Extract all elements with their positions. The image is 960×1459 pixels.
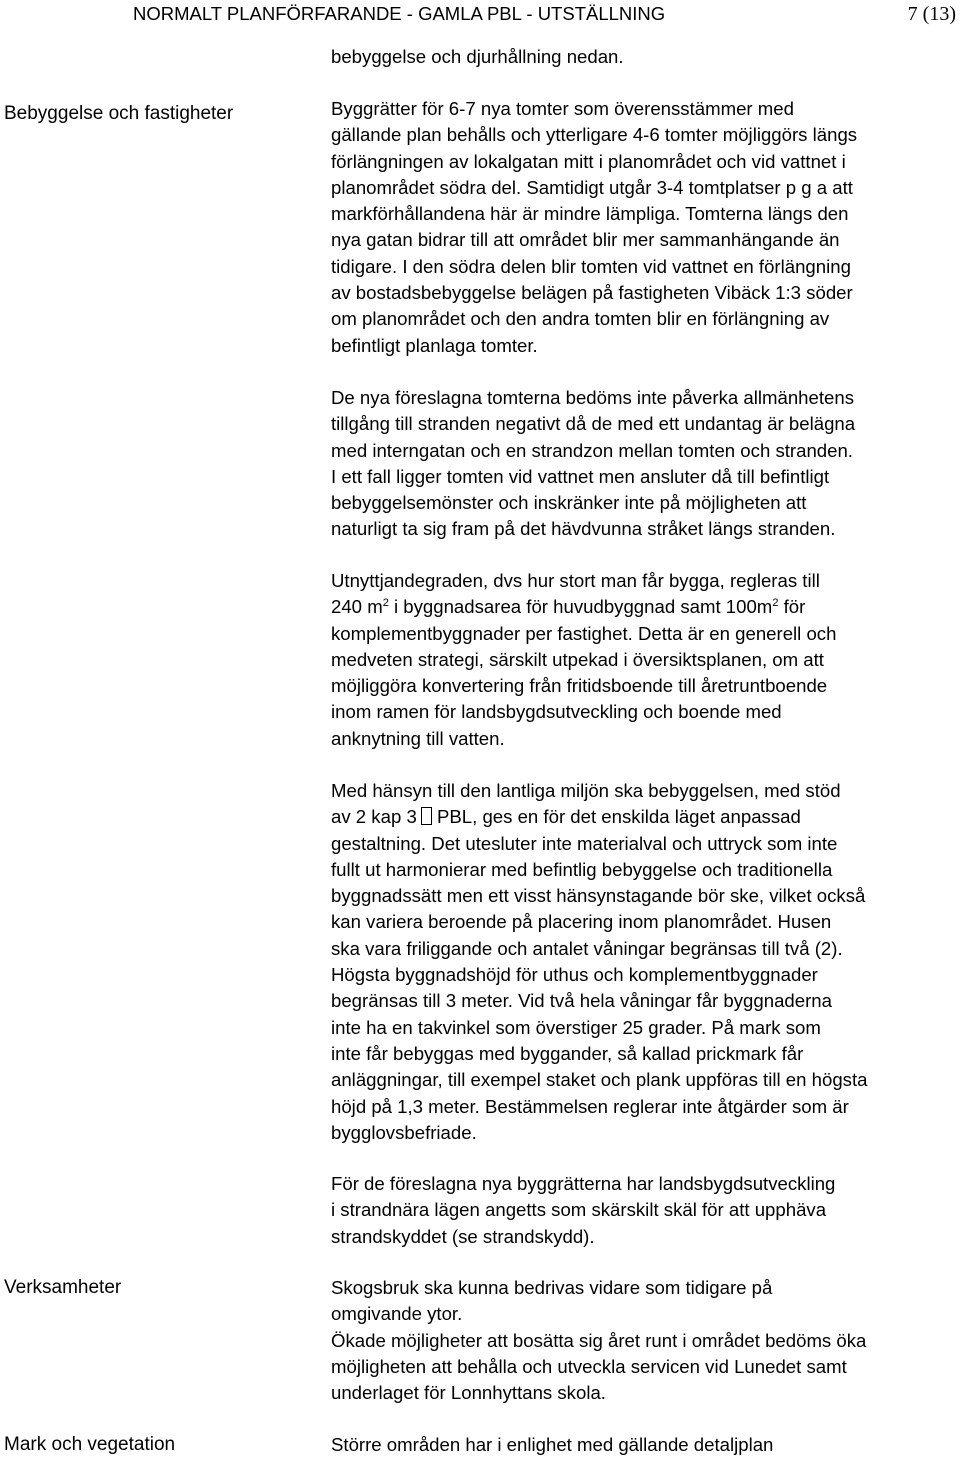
text-line: 240 $m^2$ i byggnadsarea för huvudbyggnad samt $100m^2$ för [331,596,806,618]
text-line: Ökade möjligheter att bosätta sig året runt i området bedöms öka [331,1329,867,1351]
paragraph-byggratter [331,96,959,359]
text-line: Utnyttjandegraden, dvs hur stort man får bygga, regleras till [331,570,820,591]
text-line: fullt ut harmonierar med befintlig bebyggelse och traditionella [331,858,833,880]
text-line: planområdet södra del. Samtidigt utgår 3-4 tomtplatser p g a att [331,176,853,198]
text-line: omgivande ytor. [331,1303,463,1325]
text-line: anläggningar, till exempel staket och plank uppföras till en högsta [331,1069,868,1091]
empty-glyph-box [421,807,432,825]
text-line: av bostadsbebyggelse belägen på fastigheten Vibäck 1:3 söder [331,282,853,304]
text-line: I ett fall ligger tomten vid vattnet men ansluter då till befintligt [331,465,830,487]
paragraph-utnyttjandegrad [331,568,959,752]
text-line: tillgång till stranden negativt då de med ett undantag är belägna [331,413,856,435]
section-label-bebyggelse: Bebyggelse och fastigheter [4,103,234,124]
text-line: befintligt planlaga tomter. [331,334,538,356]
text-line: gällande plan behålls och ytterligare 4-6 tomter möjliggörs längs [331,124,858,146]
text-line: ska vara friliggande och antalet våningar begränsas till två (2). [331,937,843,959]
text-line: Med hänsyn till den lantliga miljön ska bebyggelsen, med stöd [331,780,841,801]
text-line: Skogsbruk ska kunna bedrivas vidare som tidigare på [331,1277,773,1298]
text-line: För de föreslagna nya byggrätterna har landsbygdsutveckling [331,1173,836,1194]
text-line: tidigare. I den södra delen blir tomten vid vattnet en förlängning [331,255,851,277]
text-line: Högsta byggnadshöjd för uthus och komplementbyggnader [331,964,818,986]
text-line: Större områden har i enlighet med gällande detaljplan [331,1434,774,1455]
text-line: strandskyddet (se strandskydd). [331,1225,595,1247]
text-line: begränsas till 3 meter. Vid två hela våningar får byggnaderna [331,990,832,1012]
header-title: NORMALT PLANFÖRFARANDE - GAMLA PBL - UTSTÄLLNING [133,3,666,24]
text-line: Byggrätter för 6-7 nya tomter som överensstämmer med [331,98,794,119]
text-line: anknytning till vatten. [331,727,505,749]
text-line: komplementbyggnader per fastighet. Detta är en generell och [331,622,837,644]
paragraph-continuation [331,44,959,70]
page-number: 7 (13) [907,3,956,25]
text-line: gestaltning. Det utesluter inte materialval och uttryck som inte [331,832,838,854]
section-label-mark: Mark och vegetation [4,1434,176,1455]
text-line: inte ha en takvinkel som överstiger 25 grader. På mark som [331,1016,821,1038]
text-line: om planområdet och den andra tomten blir en förlängning av [331,308,830,330]
text-line: kan variera beroende på placering inom planområdet. Husen [331,911,832,933]
text-line: förlängningen av lokalgatan mitt i planområdet och vid vattnet i [331,150,846,172]
text-line: möjligheten att behålla och utveckla servicen vid Lunedet samt [331,1355,847,1377]
paragraph-strandskydd [331,1171,959,1250]
text-line: av 2 kap 3 PBL, ges en för det enskilda läget anpassad [331,806,801,828]
text-line: inom ramen för landsbygdsutveckling och boende med [331,701,782,723]
text-line: underlaget för Lonnhyttans skola. [331,1382,606,1404]
text-line: med interngatan och en strandzon mellan tomten och stranden. [331,439,853,461]
text-line: markförhållandena här är mindre lämpliga. Tomterna längs den [331,203,849,225]
text-line: möjliggöra konvertering från fritidsboende till åretruntboende [331,675,828,697]
text-line: i strandnära lägen angetts som skärskilt skäl för att upphäva [331,1199,827,1221]
text-line: bebyggelsemönster och inskränker inte på möjligheten att [331,492,807,514]
paragraph-gestaltning [331,778,959,1146]
text-line: inte får bebyggas med byggander, så kallad prickmark får [331,1042,804,1064]
text-line: höjd på 1,3 meter. Bestämmelsen reglerar inte åtgärder som är [331,1095,849,1117]
text-line: De nya föreslagna tomterna bedöms inte påverka allmänhetens [331,387,854,408]
page-header [0,2,960,26]
text-line: bygglovsbefriade. [331,1121,477,1143]
section-label-verksamheter: Verksamheter [4,1277,122,1298]
text-line: naturligt ta sig fram på det hävdvunna stråket längs stranden. [331,518,836,540]
paragraph-strandtillgang [331,385,959,543]
text-line: bebyggelse och djurhållning nedan. [331,46,624,67]
text-line: medveten strategi, särskilt utpekad i översiktsplanen, om att [331,648,824,670]
paragraph-mark [331,1432,959,1458]
text-line: nya gatan bidrar till att området blir mer sammanhängande än [331,229,840,251]
text-line: byggnadssätt men ett visst hänsynstagande bör ske, vilket också [331,885,866,907]
paragraph-verksamheter [331,1275,959,1406]
